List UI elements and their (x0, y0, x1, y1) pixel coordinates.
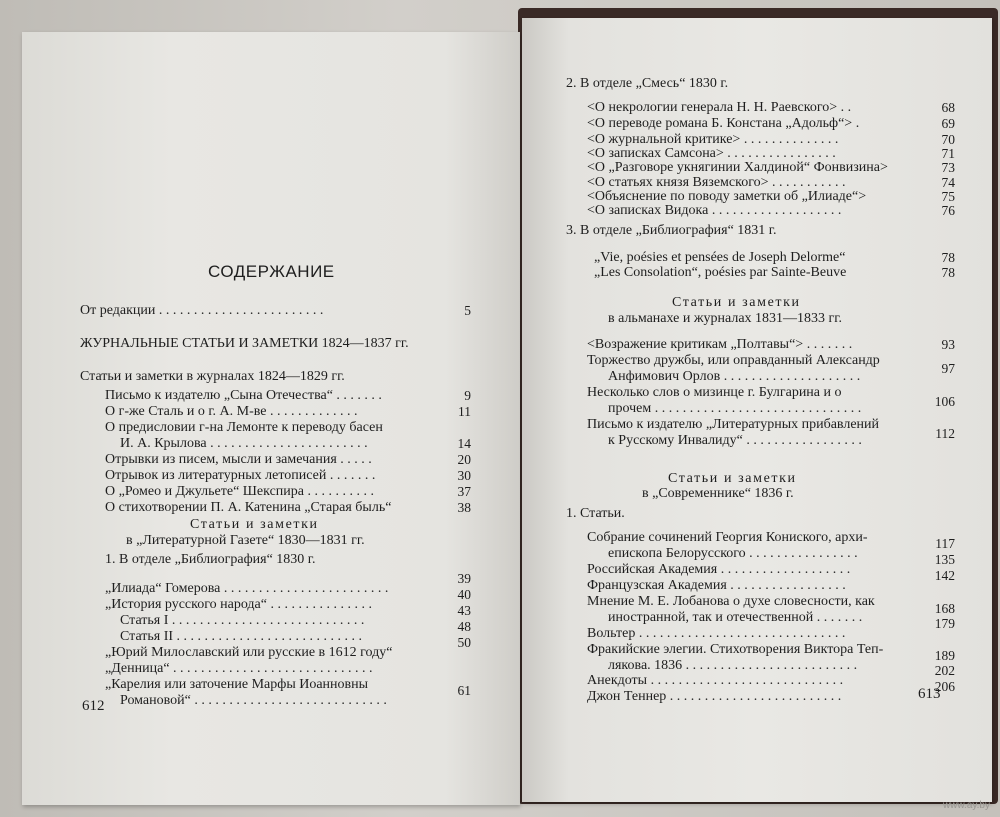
toc-page: 71 (941, 146, 955, 161)
toc-page: 206 (934, 679, 955, 694)
toc-entry: Письмо к издателю „Сына Отечества“ . . . . . . . (105, 388, 382, 403)
toc-entry: Статья II . . . . . . . . . . . . . . . . . . . . . . . . . . . (120, 629, 363, 644)
toc-entry: лякова. 1836 . . . . . . . . . . . . . . . . . . . . . . . . . (608, 658, 858, 673)
section3-subtitle: в альманахе и журналах 1831—1833 гг. (608, 311, 842, 326)
section2-title: Статьи и заметки (190, 517, 319, 532)
toc-page: 20 (457, 452, 471, 467)
toc-entry: <О некрологии генерала Н. Н. Раевского> . . (587, 100, 852, 115)
toc-entry: Романовой“ . . . . . . . . . . . . . . . . . . . . . . . . . . . . (120, 693, 387, 708)
toc-page: 14 (457, 436, 471, 451)
toc-page: 38 (457, 500, 471, 515)
toc-page: 69 (941, 116, 955, 131)
toc-entry: „История русского народа“ . . . . . . . . . . . . . . . (105, 597, 372, 612)
toc-page: 106 (934, 394, 955, 409)
toc-entry: Фракийские элегии. Стихотворения Виктора Теп- (587, 642, 884, 657)
toc-page: 37 (457, 484, 471, 499)
toc-page: 70 (941, 132, 955, 147)
toc-page: 75 (941, 189, 955, 204)
toc-page: 142 (934, 568, 955, 583)
toc-entry: Торжество дружбы, или оправданный Александр (587, 353, 880, 368)
toc-page: 168 (934, 601, 955, 616)
toc-page: 43 (457, 603, 471, 618)
toc-entry: <О статьях князя Вяземского> . . . . . . . . . . . (587, 175, 846, 190)
toc-entry: <О записках Видока . . . . . . . . . . . . . . . . . . . (587, 203, 842, 218)
toc-entry: О г-же Сталь и о г. А. М-ве . . . . . . . . . . . . . (105, 404, 358, 419)
toc-page: 68 (941, 100, 955, 115)
toc-entry: <Возражение критикам „Полтавы“> . . . . . . . (587, 337, 853, 352)
toc-page: 117 (935, 536, 955, 551)
toc-page: 179 (934, 616, 955, 631)
toc-page: 78 (941, 250, 955, 265)
section4-subtitle: в „Современнике“ 1836 г. (642, 486, 794, 501)
toc-entry: Несколько слов о мизинце г. Булгарина и о (587, 385, 842, 400)
toc-entry: Статья I . . . . . . . . . . . . . . . . . . . . . . . . . . . . (120, 613, 365, 628)
watermark: www.ay.by (942, 800, 990, 811)
toc-page: 112 (935, 426, 955, 441)
page-number: 613 (918, 686, 941, 702)
editorial-page: 5 (464, 303, 471, 318)
left-page (22, 32, 520, 805)
toc-page: 30 (457, 468, 471, 483)
toc-entry: епископа Белорусского . . . . . . . . . . . . . . . . (608, 546, 858, 561)
toc-entry: Мнение М. Е. Лобанова о духе словесности, как (587, 594, 875, 609)
section3-title: Статьи и заметки (672, 295, 801, 310)
toc-entry: <О журнальной критике> . . . . . . . . . . . . . . (587, 132, 839, 147)
editorial-entry: От редакции . . . . . . . . . . . . . . . . . . . . . . . . (80, 303, 324, 318)
toc-entry: Отрывки из писем, мысли и замечания . . . . . (105, 452, 372, 467)
toc-entry: Вольтер . . . . . . . . . . . . . . . . . . . . . . . . . . . . . . (587, 626, 846, 641)
toc-entry: прочем . . . . . . . . . . . . . . . . . . . . . . . . . . . . . . (608, 401, 862, 416)
subsection-heading: 1. Статьи. (566, 506, 625, 521)
toc-entry: Французская Академия . . . . . . . . . . . . . . . . . (587, 578, 846, 593)
section4-title: Статьи и заметки (668, 471, 797, 486)
toc-entry: Собрание сочинений Георгия Кониского, архи- (587, 530, 868, 545)
toc-entry: Анфимович Орлов . . . . . . . . . . . . . . . . . . . . (608, 369, 861, 384)
toc-entry: „Vie, poésies et pensées de Joseph Delorme“ (594, 250, 846, 265)
right-page (522, 18, 992, 802)
toc-entry: О предисловии г-на Лемонте к переводу басен (105, 420, 383, 435)
toc-page: 97 (941, 361, 955, 376)
toc-page: 74 (941, 175, 955, 190)
toc-entry: „Карелия или заточение Марфы Иоанновны (105, 677, 369, 692)
toc-page: 50 (457, 635, 471, 650)
contents-title: СОДЕРЖАНИЕ (208, 262, 335, 281)
toc-entry: <Объяснение по поводу заметки об „Илиаде“> (587, 189, 867, 204)
toc-page: 76 (941, 203, 955, 218)
toc-page: 93 (941, 337, 955, 352)
toc-page: 11 (458, 404, 471, 419)
toc-entry: <О „Разговоре укнягинии Халдиной“ Фонвизина> (587, 160, 888, 175)
toc-entry: Российская Академия . . . . . . . . . . . . . . . . . . . (587, 562, 851, 577)
toc-entry: Отрывок из литературных летописей . . . . . . . (105, 468, 376, 483)
toc-page: 39 (457, 571, 471, 586)
toc-entry: Письмо к издателю „Литературных прибавлений (587, 417, 880, 432)
toc-entry: „Юрий Милославский или русские в 1612 году“ (105, 645, 393, 660)
toc-entry: <О переводе романа Б. Констана „Адольф“> . (587, 116, 860, 131)
toc-entry: иностранной, так и отечественной . . . . . . . (608, 610, 863, 625)
toc-entry: Джон Теннер . . . . . . . . . . . . . . . . . . . . . . . . . (587, 689, 842, 704)
toc-entry: О „Ромео и Джульете“ Шекспира . . . . . . . . . . (105, 484, 375, 499)
toc-entry: И. А. Крылова . . . . . . . . . . . . . . . . . . . . . . . (120, 436, 368, 451)
toc-page: 73 (941, 160, 955, 175)
section1-title: Статьи и заметки в журналах 1824—1829 гг. (80, 369, 345, 384)
toc-page: 78 (941, 265, 955, 280)
subsection-heading: 1. В отделе „Библиография“ 1830 г. (105, 552, 316, 567)
toc-entry: „Денница“ . . . . . . . . . . . . . . . . . . . . . . . . . . . . . (105, 661, 373, 676)
toc-entry: Анекдоты . . . . . . . . . . . . . . . . . . . . . . . . . . . . (587, 673, 844, 688)
toc-page: 61 (457, 683, 471, 698)
toc-entry: к Русскому Инвалиду“ . . . . . . . . . . . . . . . . . (608, 433, 862, 448)
page-number: 612 (82, 698, 105, 714)
toc-page: 202 (934, 663, 955, 678)
toc-page: 9 (464, 388, 471, 403)
toc-entry: О стихотворении П. А. Катенина „Старая быль“ (105, 500, 392, 515)
toc-page: 40 (457, 587, 471, 602)
toc-entry: „Les Consolation“, poésies par Sainte-Beuve (594, 265, 847, 280)
part-title: ЖУРНАЛЬНЫЕ СТАТЬИ И ЗАМЕТКИ 1824—1837 гг. (80, 336, 409, 351)
toc-page: 48 (457, 619, 471, 634)
toc-entry: „Илиада“ Гомерова . . . . . . . . . . . . . . . . . . . . . . . . (105, 581, 389, 596)
subsection-heading: 3. В отделе „Библиография“ 1831 г. (566, 223, 777, 238)
toc-page: 189 (934, 648, 955, 663)
section2-subtitle: в „Литературной Газете“ 1830—1831 гг. (126, 533, 365, 548)
toc-page: 135 (934, 552, 955, 567)
toc-entry: <О записках Самсона> . . . . . . . . . . . . . . . . (587, 146, 836, 161)
subsection-heading: 2. В отделе „Смесь“ 1830 г. (566, 76, 729, 91)
